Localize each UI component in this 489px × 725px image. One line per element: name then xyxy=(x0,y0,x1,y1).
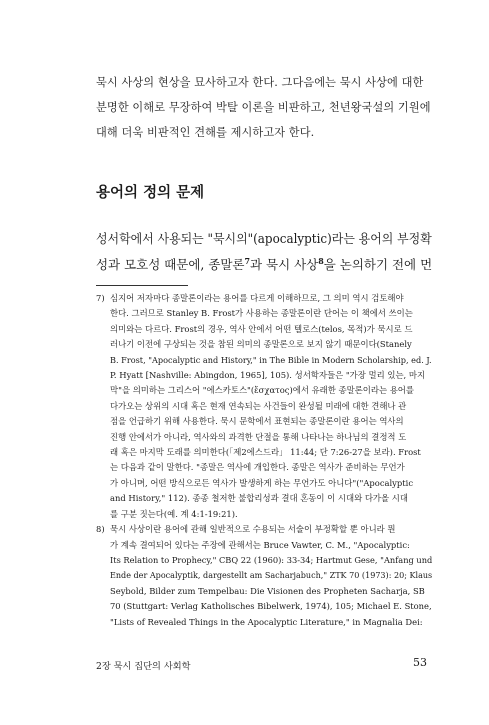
footnote-line: "Lists of Revealed Things in the Apocalyptic Literature," in Magnalia Dei: xyxy=(110,616,423,627)
running-footer: 2장 묵시 집단의 사회학 xyxy=(96,661,191,672)
footnote-8 xyxy=(96,522,432,630)
body-text: 과 묵시 사상 xyxy=(250,257,319,272)
section-heading: 용어의 정의 문제 xyxy=(96,184,205,201)
footnote-divider xyxy=(96,285,188,286)
footnote-line: 래 혹은 마지막 도래를 의미한다(「제2에스드라」 11:44; 단 7:26-27을 보라). Frost xyxy=(110,447,421,458)
intro-line: 대해 더욱 비판적인 견해를 제시하고자 한다. xyxy=(96,126,315,139)
footnote-line: 의미와는 다르다. Frost의 경우, 역사 안에서 어떤 텔로스(telos, 목적)가 묵시로 드 xyxy=(110,323,413,334)
page-number: 53 xyxy=(413,656,427,669)
footnote-line: 심지어 저자마다 종말론이라는 용어를 다르게 이해하므로, 그 의미 역시 검토해야 xyxy=(110,293,404,303)
body-line xyxy=(96,252,433,278)
footnote-line: 점을 언급하기 위해 사용한다. 묵시 문학에서 표현되는 종말론이란 용어는 역사의 xyxy=(110,416,404,427)
footnote-line: 다가오는 상위의 시대 혹은 현재 연속되는 사건들이 완성될 미래에 대한 견해나 관 xyxy=(110,400,407,411)
intro-line: 분명한 이해로 무장하여 박탈 이론을 비판하고, 천년왕국설의 기원에 xyxy=(96,101,431,114)
footnote-line: Seybold, Bilder zum Tempelbau: Die Visionen des Propheten Sacharja, SB xyxy=(110,585,425,596)
footnote-line: P. Hyatt [Nashville: Abingdon, 1965], 105). 성서학자들은 "가장 멀리 있는, 마지 xyxy=(110,370,426,381)
body-text: 을 논의하기 전에 먼 xyxy=(323,257,433,272)
body-text: 성과 모호성 때문에, 종말론 xyxy=(96,257,245,272)
footnote-number: 7) xyxy=(96,293,105,303)
footnotes xyxy=(96,291,432,630)
footnote-line: 러나기 이전에 구상되는 것을 참된 의미의 종말론으로 보지 않기 때문이다(Stanely xyxy=(110,339,412,350)
footnote-line: 묵시 사상이란 용어에 관해 일반적으로 수용되는 서술이 부정확할 뿐 아니라 뭔 xyxy=(110,524,396,535)
body-line: 성서학에서 사용되는 "묵시의"(apocalyptic)라는 용어의 부정확 xyxy=(96,231,432,246)
footnote-line: 진행 안에서가 아니라, 역사와의 과격한 단절을 통해 나타나는 하나님의 결정적 도 xyxy=(110,431,407,442)
footnote-ref-7[interactable]: 7 xyxy=(244,255,251,266)
footnote-line: 가 계속 결여되어 있다는 주장에 관해서는 Bruce Vawter, C. M., "Apocalyptic: xyxy=(110,539,410,550)
footnote-line: B. Frost, "Apocalyptic and History," in The Bible in Modern Scholarship, ed. J. xyxy=(110,354,432,365)
footnote-line: Ende der Apocalyptik, dargestellt am Sacharjabuch," ZTK 70 (1973): 20; Klaus xyxy=(110,570,433,581)
intro-line: 묵시 사상의 현상을 묘사하고자 한다. 그다음에는 묵시 사상에 대한 xyxy=(96,76,424,89)
footnote-number: 8) xyxy=(96,524,105,535)
footnote-line: Its Relation to Prophecy," CBQ 22 (1960): 33-34; Hartmut Gese, "Anfang und xyxy=(110,554,433,565)
body-paragraph xyxy=(96,226,432,278)
footnote-ref-8[interactable]: 8 xyxy=(318,255,324,266)
footnote-line: 는 다음과 같이 말한다. "종말은 역사에 개입한다. 종말은 역사가 준비하는 무언가 xyxy=(110,462,405,473)
footnote-line: 한다. 그러므로 Stanley B. Frost가 사용하는 종말론이란 단어는 이 책에서 쓰이는 xyxy=(110,308,413,319)
footnote-line: 막"을 의미하는 그리스어 "에스카토스"(ἔσχατος)에서 유래한 종말론이라는 용어를 xyxy=(110,385,414,396)
footnote-line: 가 아니며, 어떤 방식으로든 역사가 발생하게 하는 무언가도 아니다"("Apocalyptic xyxy=(110,477,414,488)
footnote-line: and History," 112). 종종 철저한 불합리성과 결대 혼동이 이 시대와 다가올 시대 xyxy=(110,493,408,504)
intro-paragraph xyxy=(96,70,432,145)
footnote-line: 70 (Stuttgart: Verlag Katholisches Bibelwerk, 1974), 105; Michael E. Stone, xyxy=(110,601,432,612)
footnote-7 xyxy=(96,291,432,522)
footnote-line: 를 구분 짓는다(예. 계 4:1-19:21). xyxy=(110,508,238,519)
